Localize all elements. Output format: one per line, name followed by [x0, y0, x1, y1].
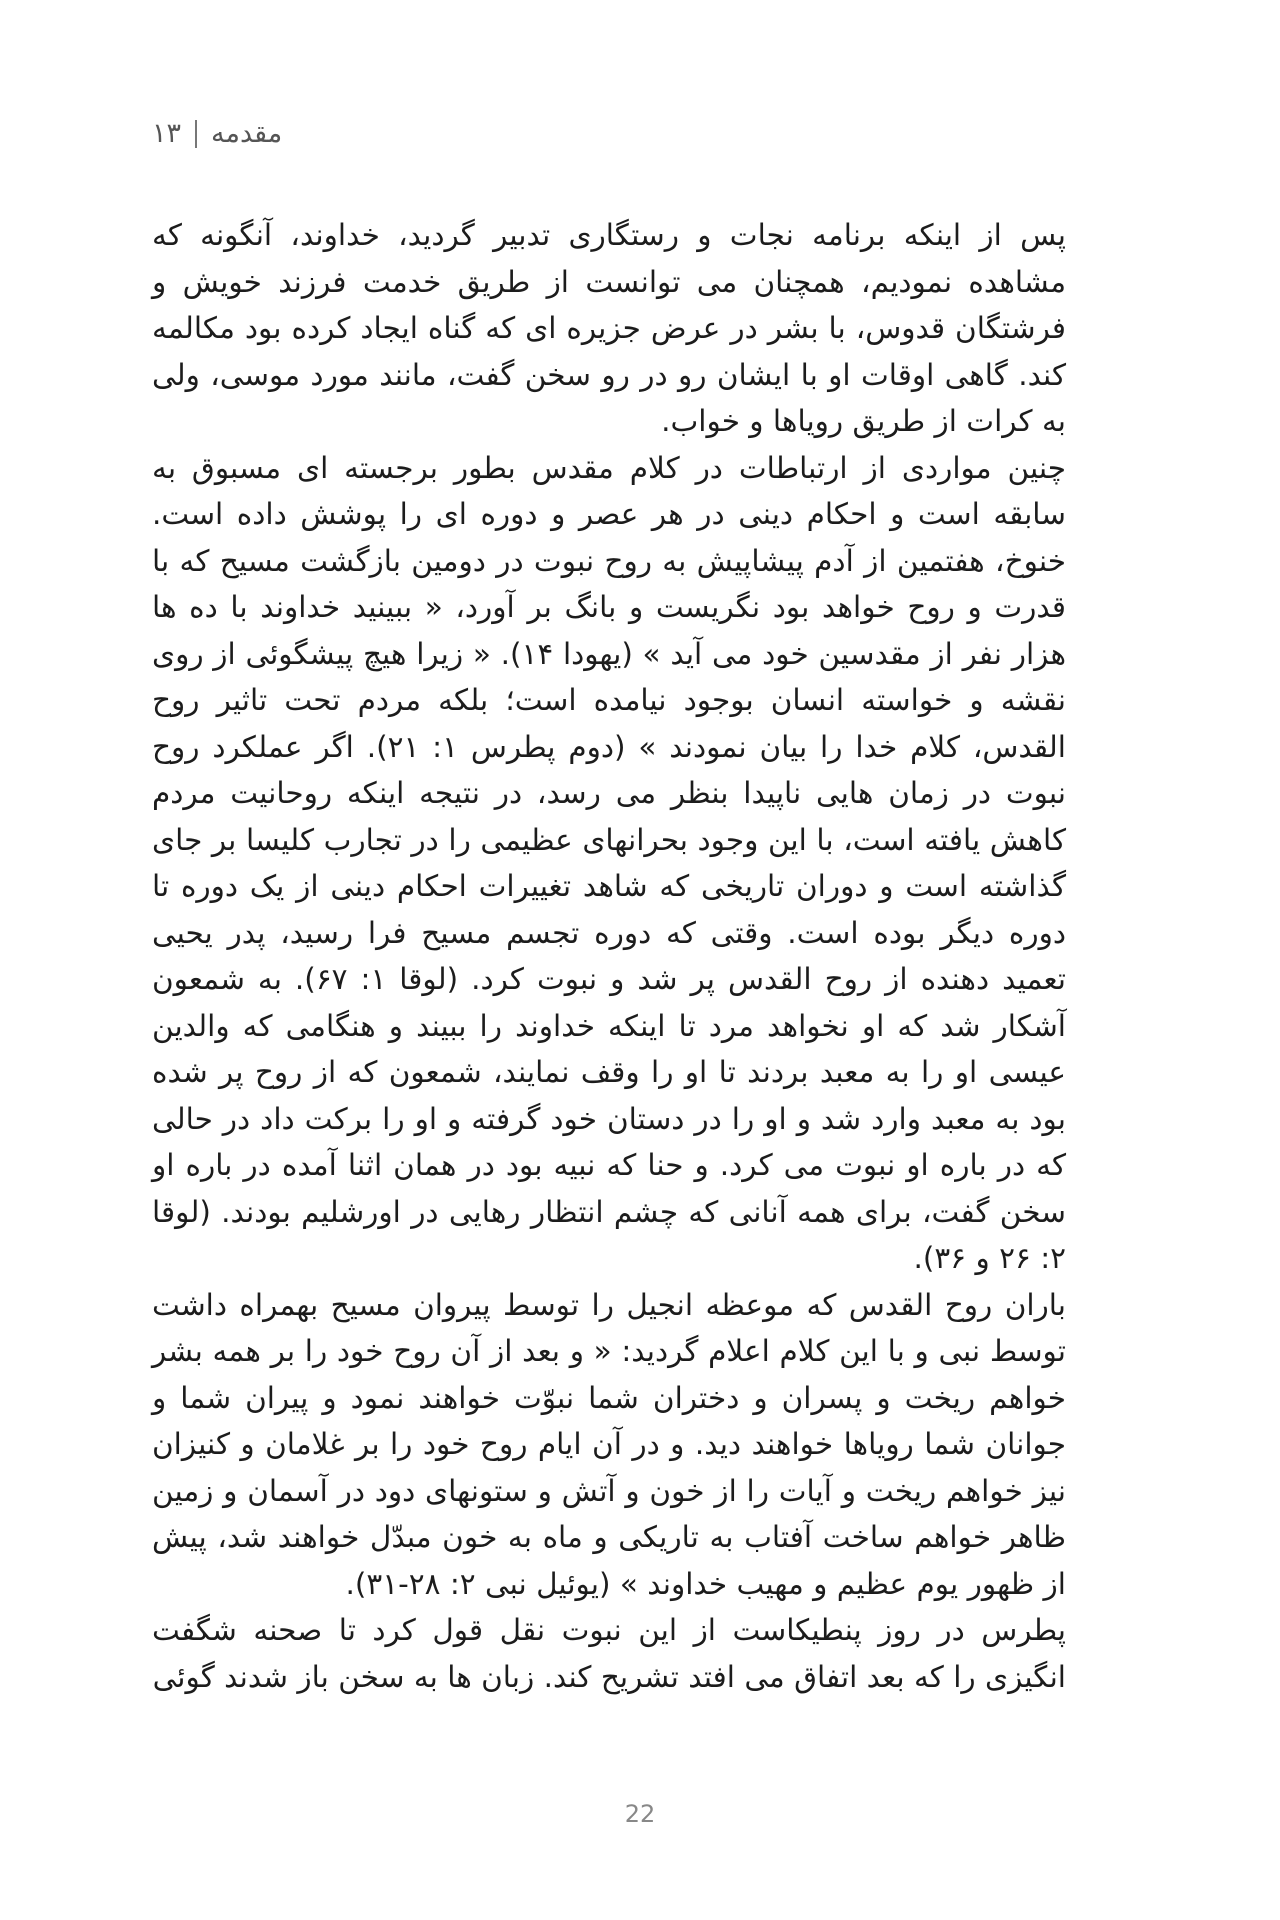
chapter-page-number: ۱۳	[152, 118, 182, 149]
chapter-title: مقدمه	[211, 118, 283, 149]
paragraph: پطرس در روز پنطیکاست از این نبوت نقل قول کرد تا صحنه شگفت انگیزی را که بعد اتفاق می افتد تشریح کند. زبان ها به سخن باز شدند گوئی	[152, 1613, 1066, 1694]
header-divider	[195, 120, 197, 148]
paragraph: پس از اینکه برنامه نجات و رستگاری تدبیر گردید، خداوند، آنگونه که مشاهده نمودیم، همچنان می توانست از طریق خدمت فرزند خویش و فرشتگان قدوس، با بشر در عرض جزیره ای که گناه ایجاد کرده بود مکالمه کند. گاهی اوقات او با ایشان رو در رو سخن گفت، مانند مورد موسی، ولی به کرات از طریق رویاها و خواب.	[152, 218, 1066, 438]
paragraph: چنین مواردی از ارتباطات در کلام مقدس بطور برجسته ای مسبوق به سابقه است و احکام دینی در هر عصر و دوره ای را پوشش داده است. خنوخ، هفتمین از آدم پیشاپیش به روح نبوت در دومین بازگشت مسیح که با قدرت و روح خواهد بود نگریست و بانگ بر آورد، « ببینید خداوند با ده ها هزار نفر از مقدسین خود می آید » (یهودا ۱۴). « زیرا هیچ پیشگوئی از روی نقشه و خواسته انسان بوجود نیامده است؛ بلکه مردم تحت تاثیر روح القدس، کلام خدا را بیان نمودند » (دوم پطرس ۱: ۲۱). اگر عملکرد روح نبوت در زمان هایی ناپیدا بنظر می رسد، در نتیجه اینکه روحانیت مردم کاهش یافته است، با این وجود بحرانهای عظیمی را در تجارب کلیسا بر جای گذاشته است و دوران تاریخی که شاهد تغییرات احکام دینی از یک دوره تا دوره دیگر بوده است. وقتی که دوره تجسم مسیح فرا رسید، پدر یحیی تعمید دهنده از روح القدس پر شد و نبوت کرد. (لوقا ۱: ۶۷). به شمعون آشکار شد که او نخواهد مرد تا اینکه خداوند را ببیند و هنگامی که والدین عیسی او را به معبد بردند تا او را وقف نمایند، شمعون که از روح پر شده بود به معبد وارد شد و او را در دستان خود گرفته و او را برکت داد در حالی که در باره او نبوت می کرد. و حنا که نبیه بود در همان اثنا آمده در باره او سخن گفت، برای همه آنانی که چشم انتظار رهایی در اورشلیم بودند. (لوقا ۲: ۲۶ و ۳۶).	[152, 450, 1066, 1275]
body-text	[152, 212, 1066, 1700]
paragraph: باران روح القدس که موعظه انجیل را توسط پیروان مسیح بهمراه داشت توسط نبی و با این کلام اعلام گردید: « و بعد از آن روح خود را بر همه بشر خواهم ریخت و پسران و دختران شما نبوّت خواهند نمود و پیران شما و جوانان شما رویاها خواهند دید. و در آن ایام روح خود را بر غلامان و کنیزان نیز خواهم ریخت و آیات را از خون و آتش و ستونهای دود در آسمان و زمین ظاهر خواهم ساخت آفتاب به تاریکی و ماه به خون مبدّل خواهند شد، پیش از ظهور یوم عظیم و مهیب خداوند » (یوئیل نبی ۲: ۲۸-۳۱).	[152, 1287, 1066, 1601]
running-header	[152, 118, 282, 149]
page-number: 22	[624, 1800, 656, 1828]
